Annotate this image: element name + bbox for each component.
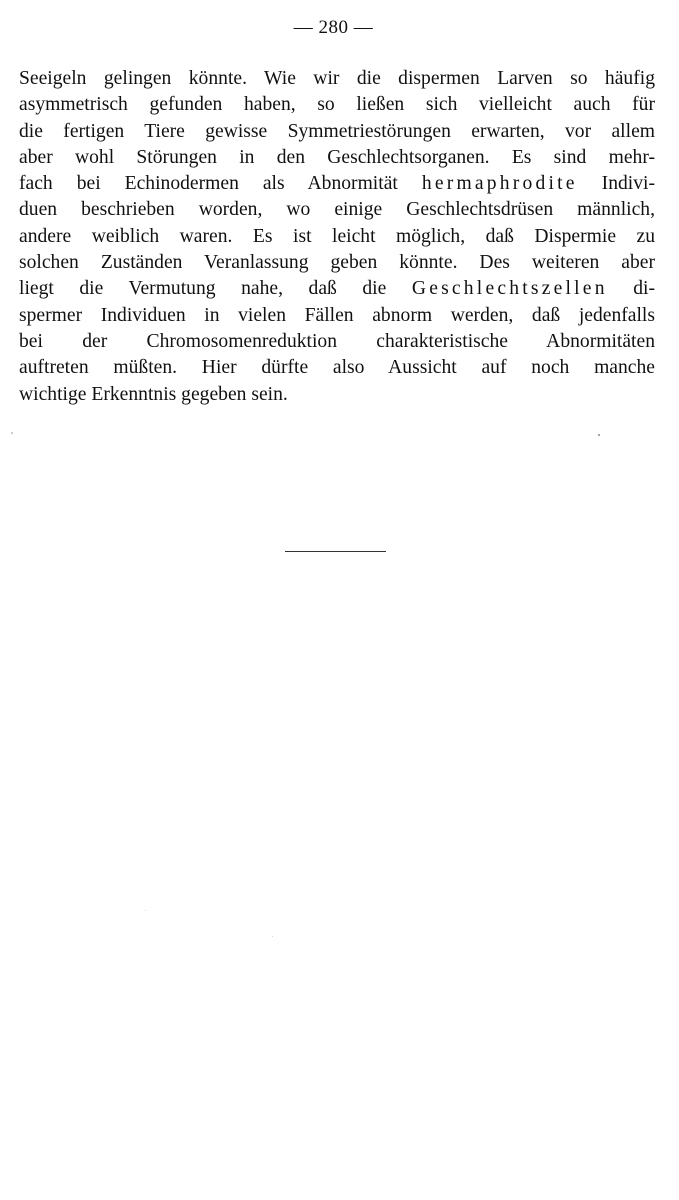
section-divider-rule — [285, 551, 386, 552]
text-line-12: auftreten müßten. Hier dürfte also Aussicht auf noch manche — [19, 357, 655, 379]
text-line-2: asymmetrisch gefunden haben, so ließen sich vielleicht auch für — [19, 94, 655, 116]
paper-speck — [11, 432, 13, 434]
text-line-9-start: liegt die Vermutung nahe, daß die — [19, 278, 412, 300]
paper-speck — [145, 910, 146, 911]
emphasized-word-hermaphrodite: hermaphrodite — [421, 173, 578, 195]
text-line-7: andere weiblich waren. Es ist leicht möglich, daß Dispermie zu — [19, 225, 655, 247]
body-paragraph — [19, 66, 655, 408]
paper-speck — [598, 434, 600, 436]
text-line-6: duen beschrieben worden, wo einige Geschlechtsdrüsen männlich, — [19, 199, 655, 221]
text-line-11: bei der Chromosomenreduktion charakteristische Abnormitäten — [19, 330, 655, 352]
text-line-8: solchen Zuständen Veranlassung geben könnte. Des weiteren aber — [19, 252, 655, 274]
text-line-9-end: di- — [607, 278, 655, 300]
text-line-1: Seeigeln gelingen könnte. Wie wir die dispermen Larven so häufig — [19, 68, 655, 89]
text-line-5 — [19, 171, 655, 197]
text-line-5-start: fach bei Echinodermen als Abnormität — [19, 173, 422, 195]
text-line-10: spermer Individuen in vielen Fällen abnorm werden, daß jedenfalls — [19, 304, 655, 326]
text-line-13: wichtige Erkenntnis gegeben sein. — [19, 383, 288, 405]
text-line-4: aber wohl Störungen in den Geschlechtsorganen. Es sind mehr- — [19, 146, 655, 168]
text-line-5-end: Indivi- — [577, 173, 655, 195]
paper-speck — [272, 936, 273, 937]
text-line-3: die fertigen Tiere gewisse Symmetriestörungen erwarten, vor allem — [19, 120, 655, 142]
emphasized-word-geschlechtszellen: Geschlechtszellen — [411, 278, 608, 300]
text-line-9 — [19, 276, 655, 302]
page-number: — 280 — — [293, 17, 374, 38]
